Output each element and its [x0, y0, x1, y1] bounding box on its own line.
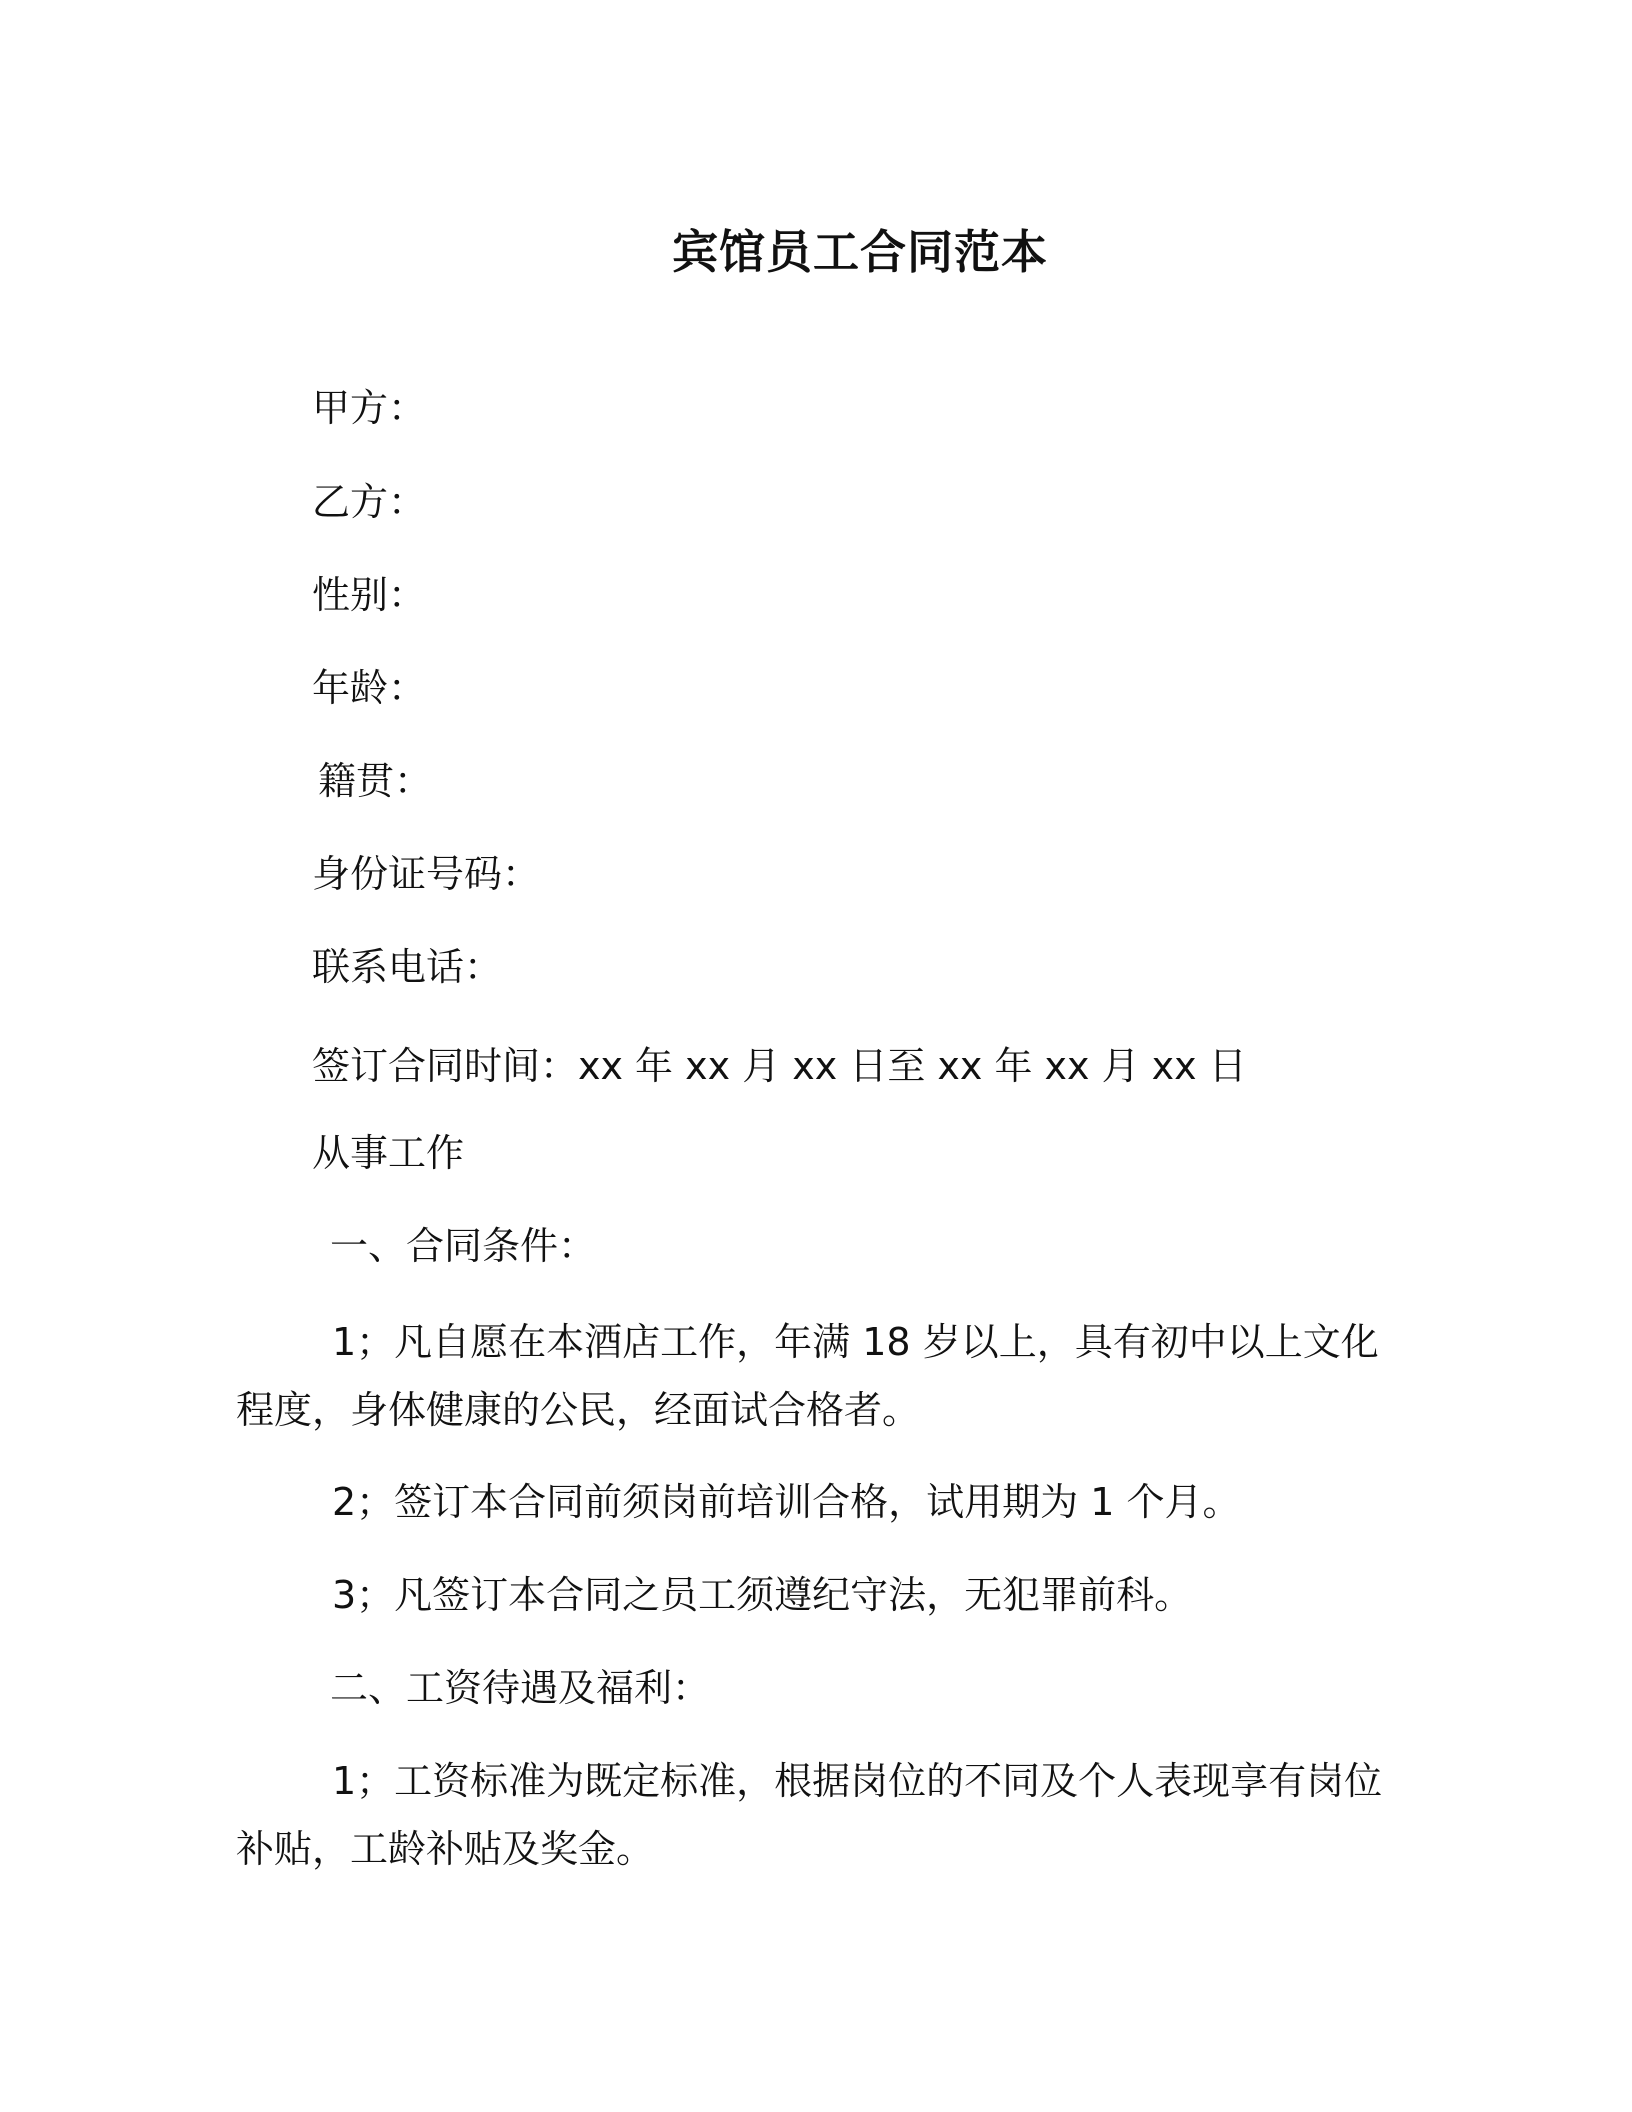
field-phone: 联系电话：: [312, 945, 503, 989]
document-title: 宾馆员工合同范本: [672, 225, 1048, 279]
field-job: 从事工作: [312, 1131, 465, 1175]
section-heading-salary-benefits: 二、工资待遇及福利：: [330, 1666, 711, 1710]
field-contract-period: 签订合同时间：xx 年 xx 月 xx 日至 xx 年 xx 月 xx 日: [312, 1044, 1247, 1088]
field-age: 年龄：: [312, 666, 427, 710]
field-party-a: 甲方：: [312, 386, 427, 430]
field-id-number: 身份证号码：: [312, 852, 541, 896]
clause-1-1: 1；凡自愿在本酒店工作，年满 18 岁以上，具有初中以上文化程度，身体健康的公民，经面试合格者。: [236, 1320, 1379, 1432]
field-native-place: 籍贯：: [318, 759, 433, 803]
field-party-b: 乙方：: [312, 480, 427, 524]
clause-1-2: 2；签订本合同前须岗前培训合格，试用期为 1 个月。: [332, 1480, 1241, 1524]
clause-1-3: 3；凡签订本合同之员工须遵纪守法，无犯罪前科。: [332, 1573, 1193, 1617]
clause-2-1: 1；工资标准为既定标准，根据岗位的不同及个人表现享有岗位补贴，工龄补贴及奖金。: [236, 1759, 1383, 1871]
section-heading-contract-conditions: 一、合同条件：: [330, 1224, 597, 1268]
field-gender: 性别：: [312, 573, 427, 617]
